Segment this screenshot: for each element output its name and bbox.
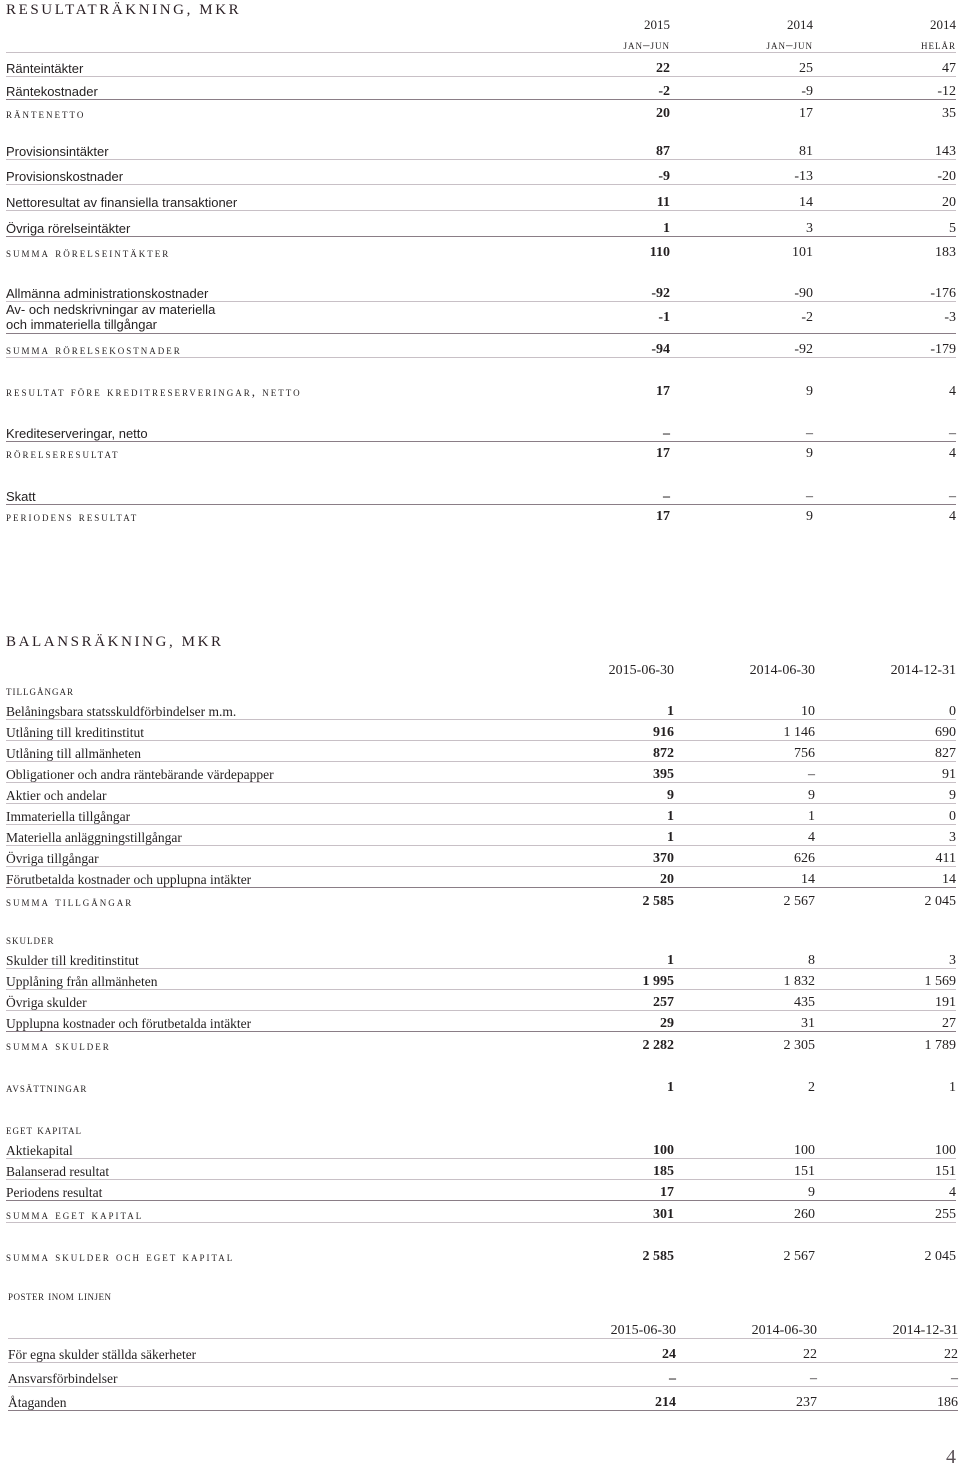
col-date-3: 2014-12-31	[890, 663, 956, 678]
table-row: Obligationer och andra räntebärande värdepapper 395 – 91	[6, 761, 956, 782]
section-heading: eget kapital	[6, 1122, 83, 1137]
income-header-periods	[6, 32, 956, 52]
col-date-2: 2014-06-30	[749, 663, 815, 678]
table-row: Övriga rörelseintäkter 1 3 5	[6, 210, 956, 236]
table-row: Belåningsbara statsskuldförbindelser m.m. 1 10 0	[6, 698, 956, 719]
col-period-2: jan–jun	[670, 32, 813, 52]
table-row-subtotal: resultat före kreditreserveringar, netto 17 9 4	[6, 384, 956, 399]
off-balance-header-dates: 2015-06-30 2014-06-30 2014-12-31	[8, 1314, 958, 1338]
table-row: Åtaganden 214 237 186	[8, 1386, 958, 1410]
balance-sheet-table	[6, 660, 956, 1264]
table-row: Förutbetalda kostnader och upplupna intäkter 20 14 14	[6, 866, 956, 887]
table-row: Ansvarsförbindelser – – –	[8, 1362, 958, 1386]
table-row: Materiella anläggningstillgångar 1 4 3	[6, 824, 956, 845]
table-row: Skatt – – –	[6, 461, 956, 504]
col-year-1: 2015	[644, 17, 670, 32]
table-row-subtotal: summa tillgångar 2 585 2 567 2 045	[6, 894, 956, 909]
table-row: Övriga skulder 257 435 191	[6, 989, 956, 1010]
table-row-subtotal: summa rörelseintäkter 110 101 183	[6, 245, 956, 260]
table-row: Provisionskostnader -9 -13 -20	[6, 159, 956, 184]
income-statement-title: RESULTATRÄKNING, MKR	[6, 2, 242, 18]
table-row: Av- och nedskrivningar av materiella och immateriella tillgångar -1 -2 -3	[6, 302, 956, 332]
table-row: Krediteserveringar, netto – – –	[6, 399, 956, 441]
table-row-subtotal: summa eget kapital 301 260 255	[6, 1200, 956, 1222]
table-row: Nettoresultat av finansiella transaktioner 11 14 20	[6, 184, 956, 210]
table-row-total: periodens resultat 17 9 4	[6, 509, 956, 524]
income-header-years	[6, 12, 956, 32]
col-period-1: jan–jun	[536, 32, 670, 52]
table-row: Allmänna administrationskostnader -92 -90 -176	[6, 260, 956, 301]
col-date-1: 2015-06-30	[608, 663, 674, 678]
table-row: Utlåning till kreditinstitut 916 1 146 690	[6, 719, 956, 740]
table-row: Övriga tillgångar 370 626 411	[6, 845, 956, 866]
table-row: Upplåning från allmänheten 1 995 1 832 1 569	[6, 968, 956, 989]
table-row: Aktier och andelar 9 9 9	[6, 782, 956, 803]
row-label-line-1: Av- och nedskrivningar av materiella	[6, 302, 216, 317]
table-row: Utlåning till allmänheten 872 756 827	[6, 740, 956, 761]
income-statement-table	[6, 12, 956, 524]
table-row: Skulder till kreditinstitut 1 8 3	[6, 947, 956, 968]
balance-sheet-title: BALANSRÄKNING, MKR	[6, 634, 224, 650]
section-heading: skulder	[6, 932, 55, 947]
row-label-line-2: och immateriella tillgångar	[6, 317, 158, 332]
table-row: Ränteintäkter 22 25 47	[6, 52, 956, 76]
table-row-subtotal: summa skulder 2 282 2 305 1 789	[6, 1038, 956, 1053]
table-row: Räntekostnader -2 -9 -12	[6, 76, 956, 99]
table-row: Periodens resultat 17 9 4	[6, 1179, 956, 1200]
section-heading: tillgångar	[6, 683, 74, 698]
table-row: Immateriella tillgångar 1 1 0	[6, 803, 956, 824]
table-row-provisions: avsättningar 1 2 1	[6, 1080, 956, 1095]
table-row-subtotal: rörelseresultat 17 9 4	[6, 446, 956, 461]
table-row: För egna skulder ställda säkerheter 24 22 22	[8, 1338, 958, 1362]
col-year-2: 2014	[787, 17, 813, 32]
col-year-3: 2014	[930, 17, 956, 32]
off-balance-title: poster inom linjen	[8, 1288, 112, 1303]
page-number: 4	[946, 1446, 956, 1468]
balance-header-dates	[6, 660, 956, 678]
table-row: Upplupna kostnader och förutbetalda intäkter 29 31 27	[6, 1010, 956, 1031]
table-row-total: summa skulder och eget kapital 2 585 2 567 2 045	[6, 1249, 956, 1264]
table-row-subtotal: summa rörelsekostnader -94 -92 -179	[6, 333, 956, 357]
col-period-3: helår	[813, 32, 956, 52]
off-balance-table	[8, 1314, 958, 1411]
table-row: Aktiekapital 100 100 100	[6, 1137, 956, 1158]
table-row: Provisionsintäkter 87 81 143	[6, 121, 956, 159]
table-row: Balanserad resultat 185 151 151	[6, 1158, 956, 1179]
table-row-subtotal: räntenetto 20 17 35	[6, 106, 956, 121]
